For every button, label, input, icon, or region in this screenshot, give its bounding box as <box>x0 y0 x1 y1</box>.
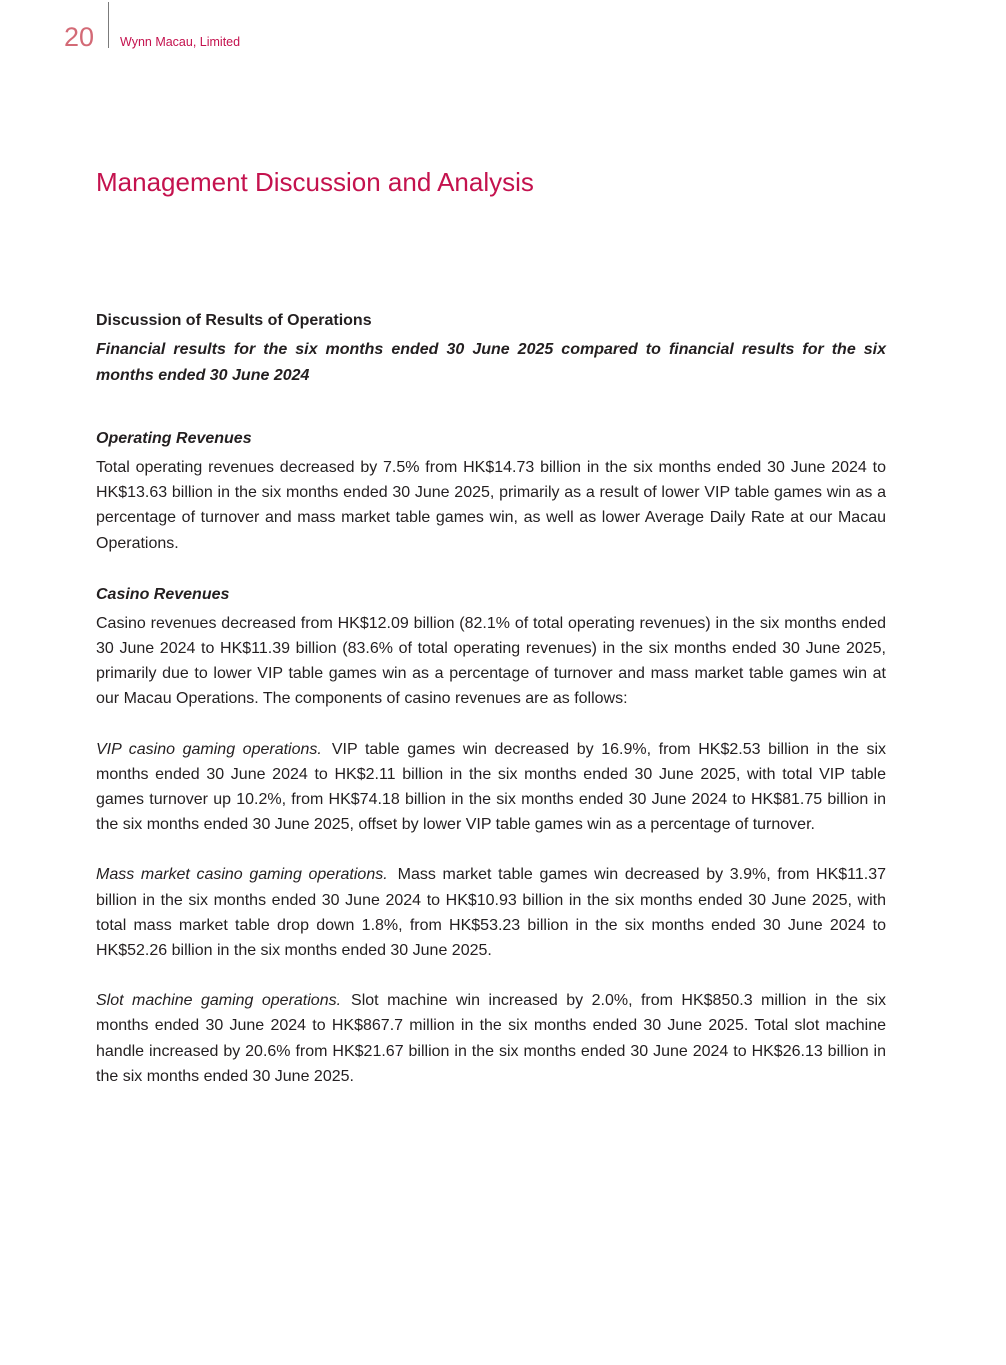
header-divider <box>108 2 109 48</box>
casino-revenues-heading: Casino Revenues <box>96 585 230 603</box>
mass-market-lead: Mass market casino gaming operations. <box>96 866 388 884</box>
page-header <box>0 0 1006 60</box>
operating-revenues-paragraph: Total operating revenues decreased by 7.5% from HK$14.73 billion in the six months ended 30 June 2024 to HK$13.63 billion in the six months ended 30 June 2025, primarily as a result of lower VIP table games win as a percentage of turnover and mass market table games win, as well as lower Average Daily Rate at our Macau Operations. <box>96 459 886 552</box>
vip-text: VIP table games win decreased by 16.9%, from HK$2.53 billion in the six months ended 30 June 2024 to HK$2.11 billion in the six months ended 30 June 2025, with total VIP table games turnover up 10.2%, from HK$74.18 billion in the six months ended 30 June 2024 to HK$81.75 billion in the six months ended 30 June 2025, offset by lower VIP table games win as a percentage of turnover. <box>96 740 887 834</box>
casino-revenues-paragraph: Casino revenues decreased from HK$12.09 billion (82.1% of total operating revenues) in the six months ended 30 June 2024 to HK$11.39 billion (83.6% of total operating revenues) in the six months ended 30 June 2025, primarily due to lower VIP table games win as a percentage of turnover and mass market table games win at our Macau Operations. The components of casino revenues are as follows: <box>96 614 886 708</box>
slot-lead: Slot machine gaming operations. <box>96 992 342 1010</box>
operating-revenues-section <box>96 426 886 556</box>
page-title: Management Discussion and Analysis <box>96 167 534 197</box>
document-body <box>96 308 886 1089</box>
slot-paragraph <box>96 988 886 1089</box>
vip-lead: VIP casino gaming operations. <box>96 740 322 758</box>
slot-text: Slot machine win increased by 2.0%, from HK$850.3 million in the six months ended 30 June 2024 to HK$867.7 million in the six months ended 30 June 2025. Total slot machine handle increased by 20.6% from HK$21.67 billion in the six months ended 30 June 2024 to HK$26.13 billion in the six months ended 30 June 2025. <box>96 992 886 1085</box>
section-subheading: Financial results for the six months ended 30 June 2025 compared to financial results for the six months ended 30 June 2024 <box>96 341 886 384</box>
section-heading: Discussion of Results of Operations <box>96 312 372 329</box>
operating-revenues-heading: Operating Revenues <box>96 430 252 447</box>
casino-revenues-section <box>96 582 886 712</box>
mass-market-paragraph <box>96 862 886 963</box>
company-name: Wynn Macau, Limited <box>120 35 241 49</box>
page-number: 20 <box>64 22 95 52</box>
mass-market-text: Mass market table games win decreased by 3.9%, from HK$11.37 billion in the six months ended 30 June 2024 to HK$10.93 billion in the six months ended 30 June 2025, with total mass market table drop down 1.8%, from HK$53.23 billion in the six months ended 30 June 2024 to HK$52.26 billion in the six months ended 30 June 2025. <box>96 866 886 960</box>
vip-paragraph <box>96 737 886 838</box>
